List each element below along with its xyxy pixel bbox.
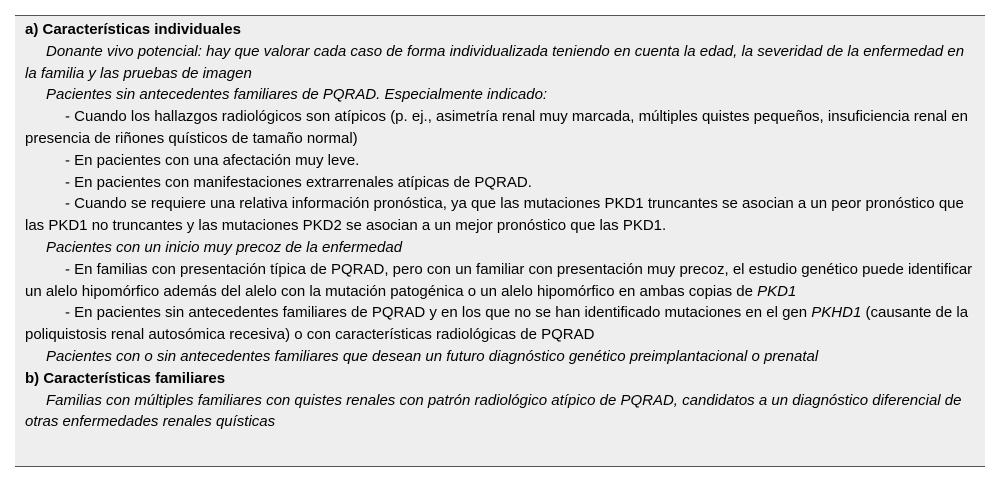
list-item: - En pacientes con manifestaciones extrarrenales atípicas de PQRAD. — [65, 173, 532, 191]
list-item: - En pacientes con una afectación muy leve. — [65, 151, 360, 169]
section-a-heading: a) Características individuales — [25, 21, 241, 38]
item-text: - En pacientes sin antecedentes familiares de PQRAD y en los que no se han identificado mutaciones en el gen — [65, 304, 812, 322]
inicio-precoz-title: Pacientes con un inicio muy precoz de la enfermedad — [46, 238, 403, 256]
section-b-heading: b) Características familiares — [25, 369, 226, 387]
sin-antecedentes-title: Pacientes sin antecedentes familiares de PQRAD. Especialmente indicado: — [46, 86, 548, 104]
item-text-continuation: (causante de la poliquistosis renal autosómica recesiva) o con características radiológicas de PQRAD — [25, 304, 969, 344]
list-item-familias-precoz — [25, 259, 975, 303]
donante-vivo-text: Donante vivo potencial: hay que valorar cada caso de forma individualizada teniendo en cuenta la edad, la severidad de la enfermedad en la familia y las pruebas de imagen — [25, 42, 965, 82]
gene-name-pkd1: PKD1 — [757, 282, 797, 300]
familias-text: Familias con múltiples familiares con quistes renales con patrón radiológico atípico de PQRAD, candidatos a un diagnóstico diferencial de otras enfermedades renales quísticas — [25, 391, 962, 431]
list-item: - Cuando los hallazgos radiológicos son atípicos (p. ej., asimetría renal muy marcada, múltiples quistes pequeños, insuficiencia renal en presencia de riñones quísticos de tamaño normal) — [25, 108, 968, 147]
indications-table — [15, 15, 985, 467]
list-item: - Cuando se requiere una relativa información pronóstica, ya que las mutaciones PKD1 truncantes se asocian a un peor pronóstico que las PKD1 no truncantes y las mutaciones PKD2 se asocian a un mejor pronóstico que las PKD1. — [25, 195, 964, 235]
item-text: - En familias con presentación típica de PQRAD, pero con un familiar con presentación muy precoz, el estudio genético puede identificar un alelo hipomórfico además del alelo con la mutación patogénica o un alelo hipomórfico en ambas copias de — [25, 260, 973, 300]
list-item-sin-antecedentes-pkhd1 — [25, 302, 975, 346]
diagnostico-futuro-text: Pacientes con o sin antecedentes familiares que desean un futuro diagnóstico genético preimplantacional o prenatal — [46, 347, 819, 365]
gene-name-pkhd1: PKHD1 — [811, 304, 862, 322]
